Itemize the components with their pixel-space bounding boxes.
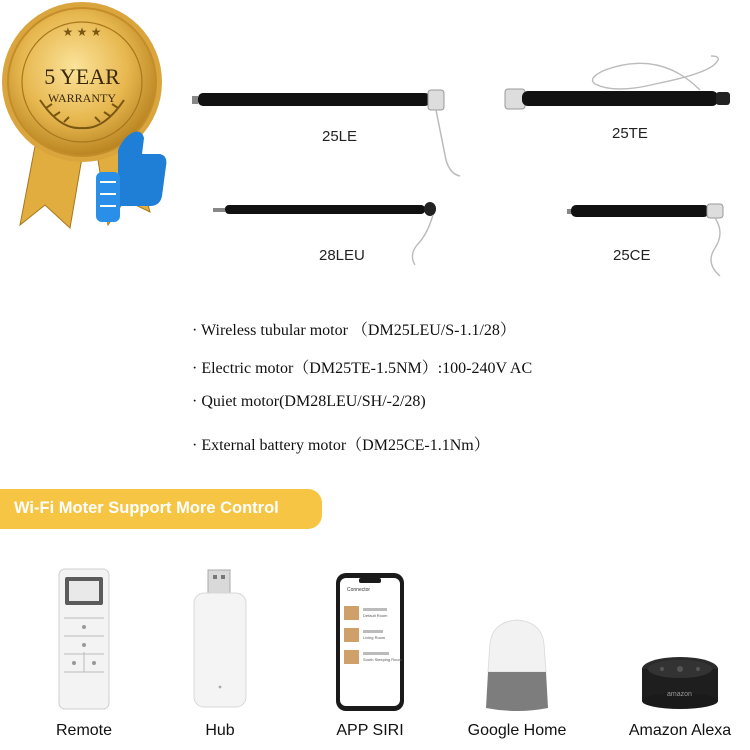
- app-siri-label: APP SIRI: [336, 722, 404, 739]
- warranty-seal: [0, 0, 170, 235]
- motor-25te: [500, 55, 745, 155]
- phone-device: [335, 572, 405, 712]
- motor-25te-label: 25TE: [612, 125, 648, 142]
- amazon-echo-device: [640, 655, 720, 710]
- warranty-seal-graphic: [0, 0, 170, 235]
- spec-battery: · External battery motor（DM25CE-1.1Nm）: [192, 437, 490, 454]
- phone-room-3: South Sleeping Room: [363, 657, 402, 662]
- svg-text:★ ★ ★: ★ ★ ★: [62, 25, 102, 39]
- motor-25le: [190, 80, 470, 180]
- motor-25ce-graphic: [565, 195, 740, 280]
- wifi-control-banner: [0, 489, 322, 529]
- hub-device: [192, 569, 248, 709]
- spec-wireless: · Wireless tubular motor （DM25LEU/S-1.1/28）: [192, 322, 516, 339]
- motor-25le-label: 25LE: [322, 128, 358, 145]
- spec-quiet: · Quiet motor(DM28LEU/SH/-2/28): [192, 393, 426, 410]
- phone-app-title: Connector: [347, 587, 371, 593]
- spec-electric: · Electric motor（DM25TE-1.5NM）:100-240V AC: [192, 360, 533, 377]
- phone-room-1: Default Room: [363, 613, 388, 618]
- google-home-device: [484, 618, 550, 712]
- smartphone-icon: [335, 572, 405, 712]
- warranty-word-text: WARRANTY: [48, 91, 116, 105]
- amazon-alexa-label: Amazon Alexa: [628, 722, 732, 739]
- remote-label: Remote: [55, 722, 113, 739]
- usb-hub-icon: [192, 569, 248, 709]
- warranty-years-text: 5 YEAR: [44, 64, 120, 89]
- hub-label: Hub: [205, 722, 235, 739]
- remote-icon: [58, 568, 110, 710]
- motor-28leu-label: 28LEU: [319, 247, 365, 264]
- motor-25ce-label: 25CE: [613, 247, 651, 264]
- echo-brand-text: amazon: [667, 691, 692, 698]
- google-home-label: Google Home: [467, 722, 567, 739]
- motor-25ce: [565, 195, 740, 280]
- remote-device: [58, 568, 110, 710]
- wifi-control-banner-text: Wi-Fi Moter Support More Control: [14, 499, 279, 517]
- motor-28leu: [205, 195, 445, 270]
- google-home-speaker-icon: [484, 618, 550, 712]
- phone-room-2: Living Room: [363, 635, 386, 640]
- echo-dot-speaker-icon: [640, 655, 720, 710]
